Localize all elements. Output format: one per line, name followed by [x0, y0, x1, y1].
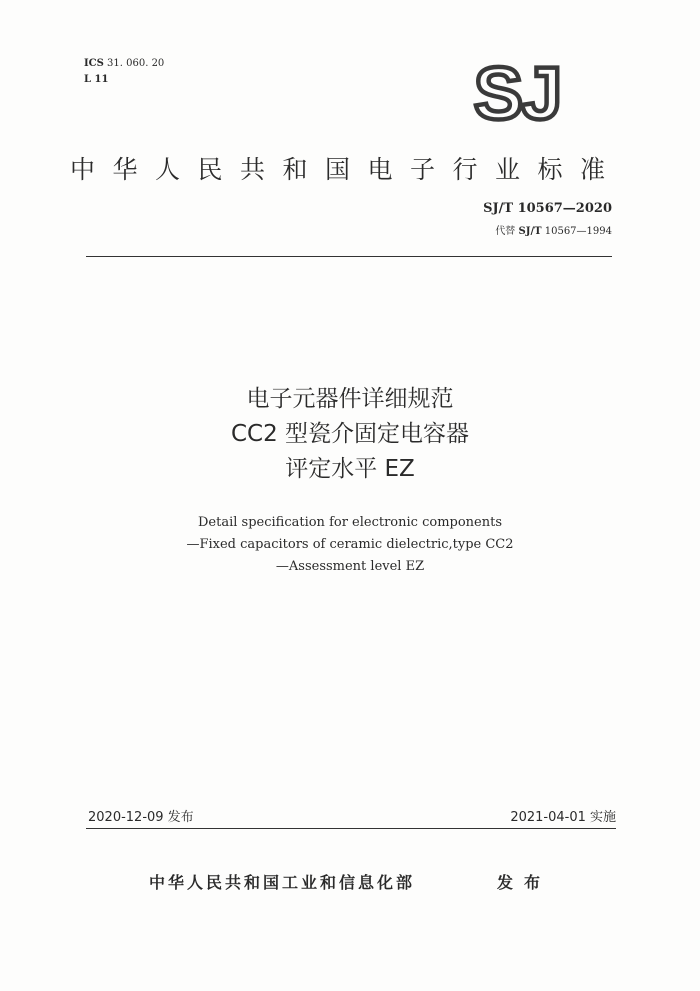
header-divider [86, 256, 612, 257]
standard-number: SJ/T 10567—2020 [483, 201, 612, 216]
english-title-line-1: Detail specification for electronic components [197, 515, 502, 530]
replaces-prefix: SJ/T [518, 226, 542, 237]
replaces-standard [495, 222, 612, 237]
chinese-title-line-3: 评定水平 EZ [285, 456, 415, 482]
ics-classification [84, 57, 164, 70]
issue-date: 2020-12-09 发布 [88, 810, 194, 825]
chinese-title-line-2: CC2 型瓷介固定电容器 [230, 421, 470, 447]
logo-text: SJ [473, 59, 561, 125]
ccs-classification [84, 73, 108, 86]
ccs-code: L 11 [84, 74, 109, 85]
implementation-date: 2021-04-01 实施 [510, 810, 616, 825]
replaces-number: 10567—1994 [544, 226, 612, 237]
footer-divider [86, 828, 616, 829]
english-title-line-3: —Assessment level EZ [275, 559, 425, 574]
ics-code: 31. 060. 20 [107, 58, 165, 69]
publisher-name: 中华人民共和国工业和信息化部 [149, 873, 416, 892]
replaces-label: 代替 [495, 226, 516, 237]
english-title [0, 512, 700, 578]
ics-label: ICS [84, 58, 104, 69]
chinese-title-line-1: 电子元器件详细规范 [246, 386, 454, 412]
industry-standard-title: 中华人民共和国电子行业标准 [70, 155, 623, 184]
chinese-title [0, 382, 700, 487]
publish-label: 发布 [497, 873, 552, 892]
english-title-line-2: —Fixed capacitors of ceramic dielectric,type CC2 [186, 537, 514, 552]
sj-logo [467, 59, 567, 125]
